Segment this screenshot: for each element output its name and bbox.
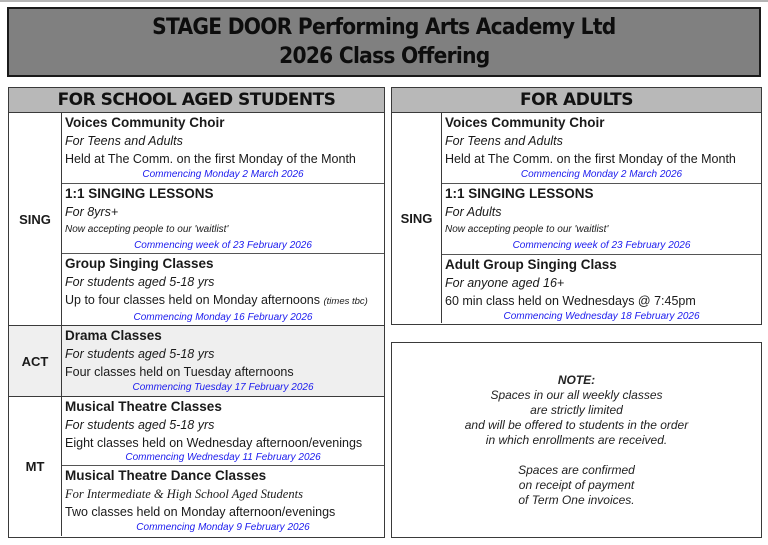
class-description: Held at The Comm. on the first Monday of the Month <box>445 152 736 166</box>
class-start-date: Commencing week of 23 February 2026 <box>512 240 691 251</box>
class-description: Held at The Comm. on the first Monday of the Month <box>65 152 356 166</box>
group-label-act: ACT <box>9 326 62 396</box>
school-sing-group <box>9 113 384 326</box>
class-title: 1:1 SINGING LESSONS <box>445 186 594 201</box>
school-mt-group <box>9 397 384 536</box>
class-start-date: Commencing Monday 2 March 2026 <box>142 169 304 180</box>
enrollment-note-box <box>391 342 762 538</box>
class-title: Group Singing Classes <box>65 256 214 271</box>
class-description <box>65 291 384 311</box>
class-audience: For Teens and Adults <box>445 134 563 148</box>
class-audience: For anyone aged 16+ <box>445 276 565 290</box>
academy-title: STAGE DOOR Performing Arts Academy Ltd <box>152 15 616 40</box>
title-banner <box>7 7 761 77</box>
class-description-text: Up to four classes held on Monday afternoons <box>65 293 321 307</box>
class-title: Musical Theatre Dance Classes <box>65 468 267 483</box>
class-title: Adult Group Singing Class <box>445 257 617 272</box>
class-audience: For 8yrs+ <box>65 204 119 219</box>
class-title: Drama Classes <box>65 328 162 343</box>
class-item <box>442 184 761 255</box>
class-item <box>62 466 384 536</box>
class-item <box>442 113 761 184</box>
class-start-date: Commencing Monday 9 February 2026 <box>136 522 310 533</box>
note-line: Spaces in our all weekly classes <box>490 387 663 402</box>
note-line: in which enrollments are received. <box>485 432 668 447</box>
class-start-date: Commencing Monday 2 March 2026 <box>520 169 683 180</box>
group-label-mt: MT <box>9 397 62 536</box>
class-audience: For students aged 5-18 yrs <box>65 418 215 432</box>
class-description: Two classes held on Monday afternoon/evenings <box>65 505 336 519</box>
times-tbc-note: (times tbc) <box>323 296 368 307</box>
class-audience: For Teens and Adults <box>65 134 183 148</box>
class-waitlist-note: Now accepting people to our 'waitlist' <box>445 224 609 235</box>
adults-panel <box>391 87 762 325</box>
class-start-date: Commencing Monday 16 February 2026 <box>133 312 313 323</box>
class-item <box>62 254 384 325</box>
top-rule <box>0 0 768 2</box>
class-audience: For students aged 5-18 yrs <box>65 275 215 289</box>
class-start-date: Commencing Wednesday 11 February 2026 <box>125 452 321 463</box>
adults-sing-group <box>392 113 761 323</box>
school-panel-heading: FOR SCHOOL AGED STUDENTS <box>9 88 384 113</box>
note-heading: NOTE: <box>557 372 596 387</box>
group-label-sing: SING <box>9 113 62 325</box>
school-act-group <box>9 326 384 397</box>
class-item <box>62 113 384 184</box>
note-line: of Term One invoices. <box>518 492 635 507</box>
class-title: Voices Community Choir <box>65 115 225 130</box>
class-waitlist-note: Now accepting people to our 'waitlist' <box>65 223 229 235</box>
adults-panel-heading: FOR ADULTS <box>392 88 761 113</box>
class-description: Eight classes held on Wednesday afternoon/evenings <box>65 436 363 450</box>
class-description: 60 min class held on Wednesdays @ 7:45pm <box>445 294 696 308</box>
class-title: Voices Community Choir <box>445 115 605 130</box>
class-item <box>442 255 761 323</box>
class-start-date: Commencing Tuesday 17 February 2026 <box>132 382 314 393</box>
class-item <box>62 326 384 395</box>
note-line: Spaces are confirmed <box>518 462 635 477</box>
class-item <box>62 397 384 466</box>
class-audience: For students aged 5-18 yrs <box>65 347 215 361</box>
group-label-sing: SING <box>392 113 442 323</box>
class-audience: For Intermediate & High School Aged Students <box>65 487 303 501</box>
class-title: Musical Theatre Classes <box>65 399 222 414</box>
class-item <box>62 184 384 255</box>
class-start-date: Commencing week of 23 February 2026 <box>134 239 312 251</box>
offering-title: 2026 Class Offering <box>278 44 490 69</box>
class-description: Four classes held on Tuesday afternoons <box>65 365 294 379</box>
class-audience: For Adults <box>445 205 502 219</box>
class-title: 1:1 SINGING LESSONS <box>65 185 214 201</box>
note-line: on receipt of payment <box>518 477 635 492</box>
note-line: are strictly limited <box>530 402 623 417</box>
class-start-date: Commencing Wednesday 18 February 2026 <box>503 311 700 322</box>
note-line: and will be offered to students in the order <box>464 417 689 432</box>
school-students-panel <box>8 87 385 538</box>
